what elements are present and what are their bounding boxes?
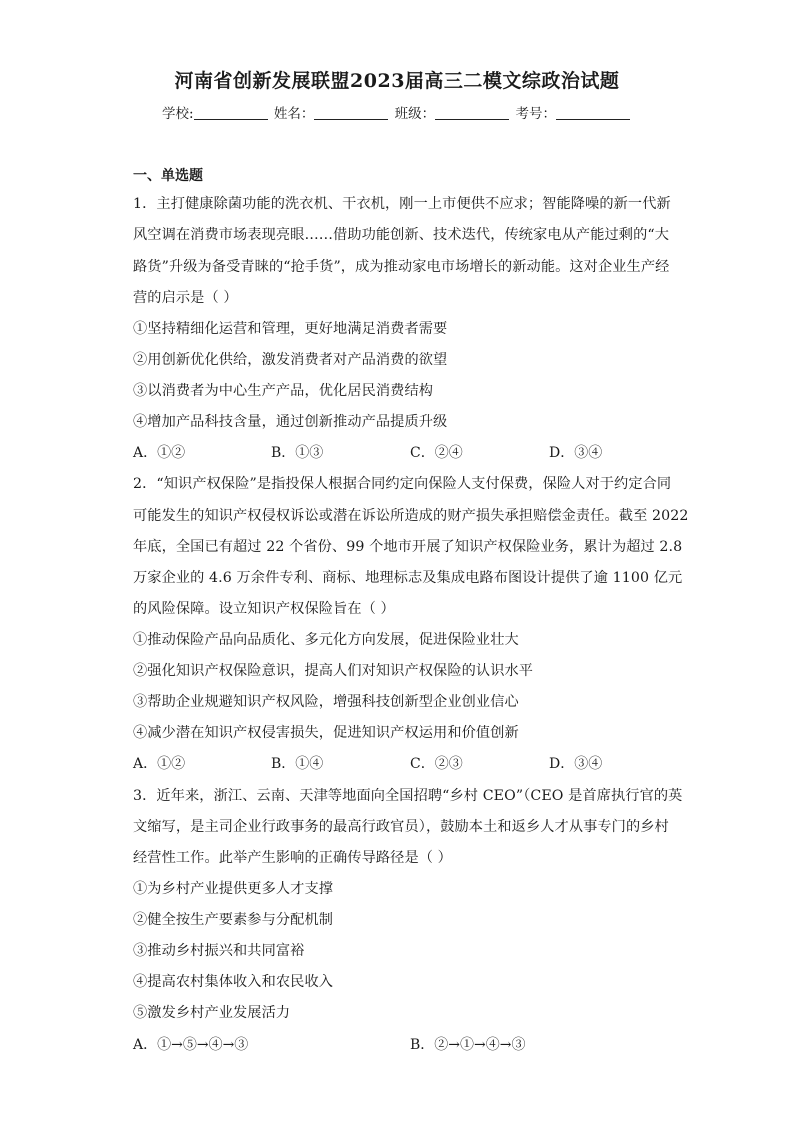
option-b[interactable]: B．②→①→④→③ (410, 1037, 526, 1053)
section-heading: 一、单选题 (133, 168, 203, 184)
statement-item: ④提高农村集体收入和农民收入 (133, 974, 334, 990)
question-text-line: 的风险保障。设立知识产权保险旨在（ ） (133, 601, 395, 617)
exam-no-label: 考号： (515, 106, 556, 122)
option-c[interactable]: C．②③ (410, 756, 463, 772)
statement-item: ①坚持精细化运营和管理，更好地满足消费者需要 (133, 321, 448, 337)
option-b[interactable]: B．①④ (271, 756, 324, 772)
statement-item: ③以消费者为中心生产产品，优化居民消费结构 (133, 383, 434, 399)
question-text-line: 营的启示是（ ） (133, 290, 238, 306)
question-text-line: 2．“知识产权保险”是指投保人根据合同约定向保险人支付保费，保险人对于约定合同 (133, 476, 672, 492)
statement-item: ②用创新优化供给，激发消费者对产品消费的欲望 (133, 352, 448, 368)
school-blank[interactable] (194, 106, 268, 120)
question-text-line: 年底，全国已有超过 22 个省份、99 个地市开展了知识产权保险业务，累计为超过 2.8 (133, 539, 683, 555)
question-text-line: 可能发生的知识产权侵权诉讼或潜在诉讼所造成的财产损失承担赔偿金责任。截至 2022 (133, 508, 689, 524)
class-label: 班级： (394, 106, 436, 122)
option-d[interactable]: D．③④ (549, 756, 603, 772)
option-c[interactable]: C．②④ (410, 445, 463, 461)
name-label: 姓名： (273, 106, 315, 122)
question-text-line: 路货”升级为备受青睐的“抢手货”，成为推动家电市场增长的新动能。这对企业生产经 (133, 259, 670, 275)
question-text-line: 经营性工作。此举产生影响的正确传导路径是（ ） (133, 850, 452, 866)
statement-item: ③推动乡村振兴和共同富裕 (133, 943, 305, 959)
option-a[interactable]: A．①→⑤→④→③ (133, 1037, 249, 1053)
statement-item: ①为乡村产业提供更多人才支撑 (133, 881, 334, 897)
class-blank[interactable] (435, 106, 509, 120)
statement-item: ②强化知识产权保险意识，提高人们对知识产权保险的认识水平 (133, 663, 534, 679)
option-a[interactable]: A．①② (133, 756, 186, 772)
option-b[interactable]: B．①③ (271, 445, 324, 461)
question-text-line: 万家企业的 4.6 万余件专利、商标、地理标志及集成电路布图设计提供了逾 1100 亿元 (133, 570, 683, 586)
statement-item: ③帮助企业规避知识产权风险，增强科技创新型企业创业信心 (133, 694, 519, 710)
question-text-line: 1．主打健康除菌功能的洗衣机、干衣机，刚一上市便供不应求；智能降噪的新一代新 (133, 196, 671, 212)
statement-item: ①推动保险产品向品质化、多元化方向发展，促进保险业壮大 (133, 632, 519, 648)
statement-item: ⑤激发乡村产业发展活力 (133, 1005, 291, 1021)
question-text-line: 文缩写，是主司企业行政事务的最高行政官员），鼓励本土和返乡人才从事专门的乡村 (133, 819, 669, 835)
option-d[interactable]: D．③④ (549, 445, 603, 461)
school-label: 学校: (162, 106, 194, 122)
option-a[interactable]: A．①② (133, 445, 186, 461)
student-info-line (0, 102, 794, 122)
name-blank[interactable] (314, 106, 388, 120)
statement-item: ④减少潜在知识产权侵害损失，促进知识产权运用和价值创新 (133, 725, 519, 741)
statement-item: ④增加产品科技含量，通过创新推动产品提质升级 (133, 414, 448, 430)
question-text-line: 3．近年来，浙江、云南、天津等地面向全国招聘“乡村 CEO”（CEO 是首席执行官的英 (133, 788, 683, 804)
statement-item: ②健全按生产要素参与分配机制 (133, 912, 334, 928)
page-title: 河南省创新发展联盟2023届高三二模文综政治试题 (174, 70, 620, 92)
question-text-line: 风空调在消费市场表现亮眼……借助功能创新、技术迭代，传统家电从产能过剩的“大 (133, 227, 669, 243)
exam-no-blank[interactable] (556, 106, 630, 120)
